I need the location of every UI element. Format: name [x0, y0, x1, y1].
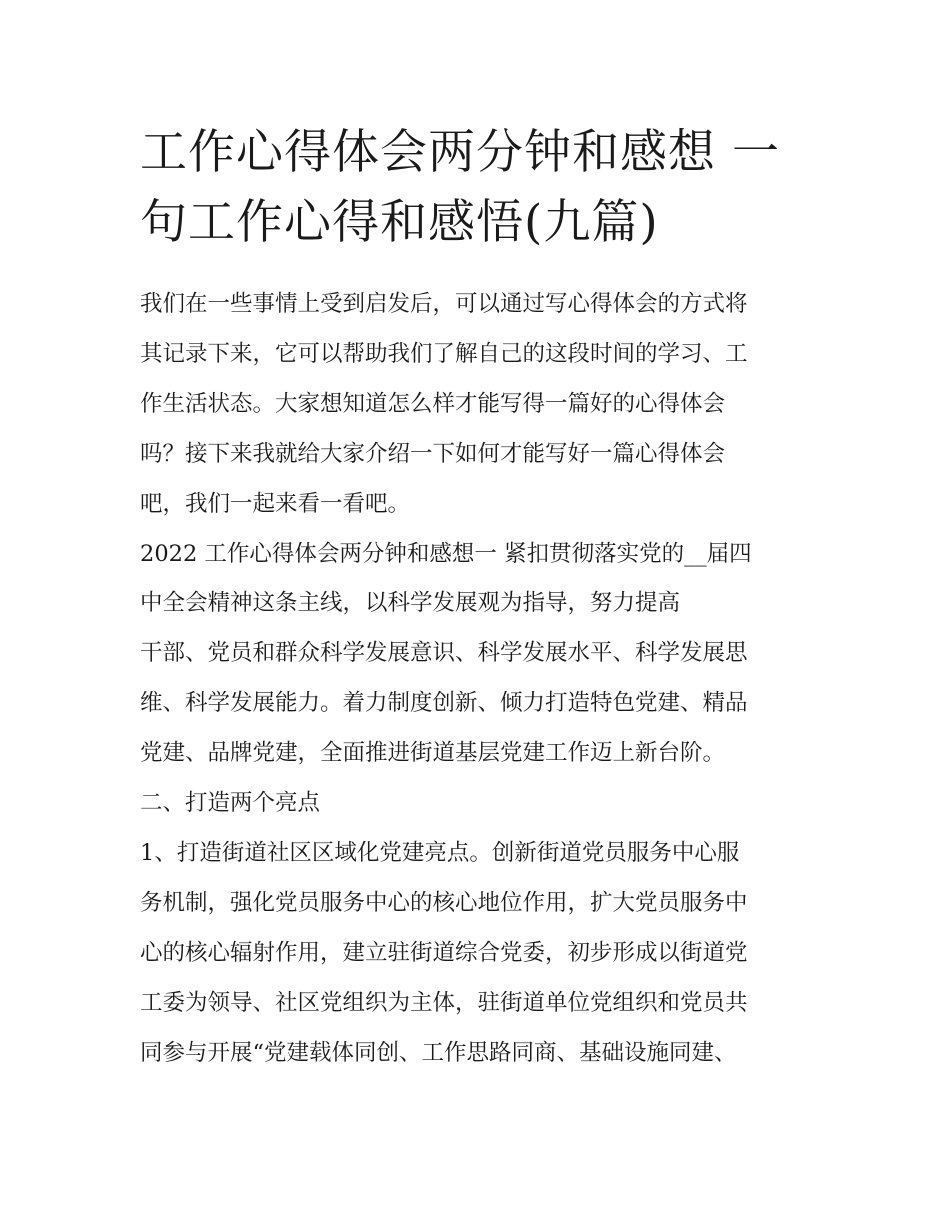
body-line: 2022 工作心得体会两分钟和感想一 紧扣贯彻落实党的__届四: [140, 540, 752, 567]
document-content: [140, 118, 820, 1079]
body-line: 其记录下来，它可以帮助我们了解自己的这段时间的学习、工: [140, 340, 748, 367]
body-line: 同参与开展“党建载体同创、工作思路同商、基础设施同建、: [140, 1039, 737, 1066]
body-line: 作生活状态。大家想知道怎么样才能写得一篇好的心得体会: [140, 390, 726, 417]
body-line: 干部、党员和群众科学发展意识、科学发展水平、科学发展思: [140, 640, 748, 667]
document-body: [140, 280, 820, 1079]
title-line: 工作心得体会两分钟和感想 一: [140, 125, 780, 180]
body-line: 中全会精神这条主线，以科学发展观为指导，努力提高: [140, 590, 681, 617]
document-title: [140, 118, 820, 258]
body-line: 党建、品牌党建，全面推进街道基层党建工作迈上新台阶。: [140, 740, 726, 767]
body-line: 吗？接下来我就给大家介绍一下如何才能写好一篇心得体会: [140, 440, 726, 467]
title-line: 句工作心得和感悟(九篇): [140, 195, 659, 250]
body-line: 工委为领导、社区党组织为主体，驻街道单位党组织和党员共: [140, 989, 748, 1016]
body-line: 务机制，强化党员服务中心的核心地位作用，扩大党员服务中: [140, 889, 748, 916]
body-line: 吧，我们一起来看一看吧。: [140, 490, 411, 517]
section-heading: 二、打造两个亮点: [140, 790, 321, 817]
body-line: 1、打造街道社区区域化党建亮点。创新街道党员服务中心服: [140, 839, 740, 866]
body-line: 心的核心辐射作用，建立驻街道综合党委，初步形成以街道党: [140, 939, 748, 966]
body-line: 我们在一些事情上受到启发后，可以通过写心得体会的方式将: [140, 291, 748, 317]
body-line: 维、科学发展能力。着力制度创新、倾力打造特色党建、精品: [140, 690, 748, 717]
